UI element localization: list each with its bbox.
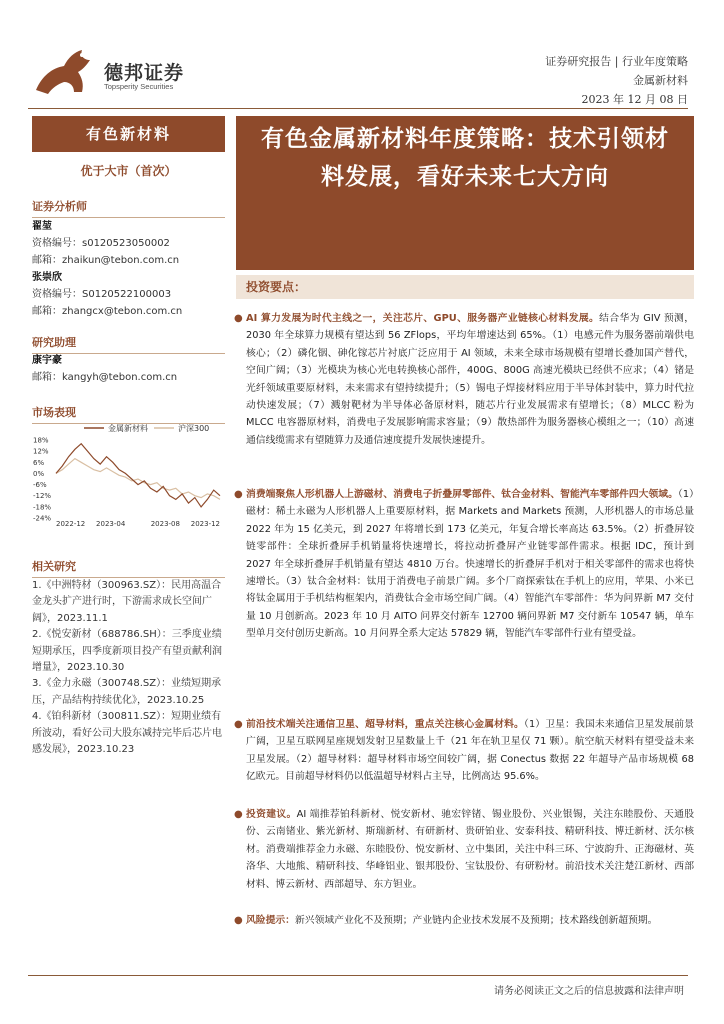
bullet-text: 新兴领域产业化不及预期；产业链内企业技术发展不及预期；技术路线创新超预期。	[294, 915, 658, 926]
brand-name-en: Topsperity Securities	[104, 82, 174, 91]
report-date: 2023 年 12 月 08 日	[581, 93, 688, 106]
footer-divider	[28, 975, 688, 976]
legend-label-hs300: 沪深300	[178, 424, 210, 433]
bullet-lead: 前沿技术端关注通信卫星、超导材料，重点关注核心金属材料。	[246, 719, 524, 730]
analyst-email[interactable]: 邮箱：zhangcx@tebon.com.cn	[32, 306, 183, 317]
y-tick-label: -24%	[33, 514, 52, 523]
bullet-lead: AI 算力发展为时代主线之一，关注芯片、GPU、服务器产业链核心材料发展。	[246, 313, 600, 324]
report-type: 证券研究报告 | 行业年度策略	[545, 55, 688, 68]
bullet-icon: ●	[234, 489, 243, 500]
assistant-name: 康宇豪	[32, 355, 62, 366]
y-tick-label: -12%	[33, 492, 52, 501]
company-logo-icon	[32, 46, 96, 98]
bullet-lead: 风险提示：	[246, 915, 295, 926]
bullet-frontier	[234, 716, 694, 786]
market-performance-chart	[32, 418, 225, 528]
related-list	[32, 578, 225, 758]
related-item[interactable]: 4.《铂科新材（300811.SZ）：短期业绩有所波动，看好公司大股东减持完毕后芯片电感发展》，2023.10.23	[32, 711, 222, 756]
header-divider	[28, 108, 688, 109]
bullet-icon: ●	[234, 719, 243, 730]
related-heading: 相关研究	[32, 558, 225, 578]
bullet-risk	[234, 912, 694, 929]
analyst-cert: 资格编号：s0120523050002	[32, 238, 170, 249]
analyst-name: 张崇欣	[32, 272, 62, 283]
bullet-lead: 消费端聚焦人形机器人上游磁材、消费电子折叠屏零部件、钛合金材料、智能汽车零部件四大领域。	[246, 489, 678, 500]
bullet-text: AI 端推荐铂科新材、悦安新材、驰宏锌锗、锡业股份、兴业银锡，关注东睦股份、天通股份、云南锗业、紫光新材、斯瑞新材、有研新材、贵研铂业、安泰科技、精研科技、博迁新材、沃尔核材。消费端推荐金力永磁、东睦股份、悦安新材、立中集团，关注中科三环、宁波韵升、正海磁材、英洛华、大地熊、精研科技、华峰铝业、银邦股份、宝钛股份、有研粉材。前沿技术关注楚江新材、西部材料、博云新材、西部超导、东方钽业。	[246, 809, 694, 890]
x-tick-label: 2023-04	[96, 520, 126, 528]
x-tick-label: 2022-12	[56, 520, 86, 528]
bullet-icon: ●	[234, 313, 243, 324]
x-tick-label: 2023-12	[190, 520, 220, 528]
y-tick-label: -18%	[33, 503, 52, 512]
bullet-icon: ●	[234, 809, 243, 820]
keypoints-label: 投资要点：	[236, 275, 694, 299]
analyst-cert: 资格编号：S0120522100003	[32, 289, 172, 300]
assistant-heading: 研究助理	[32, 334, 225, 354]
related-item[interactable]: 1.《中洲特材（300963.SZ）：民用高温合金龙头扩产进行时，下游需求成长空间广阔》，2023.11.1	[32, 580, 222, 624]
analyst-email[interactable]: 邮箱：zhaikun@tebon.com.cn	[32, 255, 180, 266]
bullet-consumer	[234, 486, 695, 643]
y-tick-label: 6%	[33, 458, 45, 467]
bullet-icon: ●	[234, 915, 243, 926]
series-line	[56, 459, 220, 500]
legend-label-metal: 金属新材料	[108, 424, 148, 433]
bullet-text: （1）卫星：我国未来通信卫星发展前景广阔，卫星互联网星座规划发射卫星数量上千（21 年在轨卫星仅 71 颗）。航空航天材料有望受益未来卫星发展。（2）超导材料：超导材料市场空间较广阔，据 Conectus 数据 22 年超导产品市场规模 68 亿欧元。目前超导材料仍以低温超导材料占主导，比例高达 95.6%。	[246, 719, 694, 783]
related-item[interactable]: 2.《悦安新材（688786.SH）：三季度业绩短期承压，四季度新项目投产有望贡献利润增量》，2023.10.30	[32, 629, 222, 674]
assistant-email[interactable]: 邮箱：kangyh@tebon.com.cn	[32, 372, 178, 383]
assistant-info	[32, 352, 225, 386]
related-item[interactable]: 3.《金力永磁（300748.SZ）：业绩短期承压，产品结构持续优化》，2023.10.25	[32, 678, 222, 706]
sector-tag: 有色新材料	[32, 116, 225, 152]
bullet-advice	[234, 806, 694, 893]
analyst-name: 翟堃	[32, 221, 52, 232]
bullet-ai	[234, 310, 694, 449]
bullet-text: （1）磁材：稀土永磁为人形机器人上重要原材料，据 Markets and Markets 预测，人形机器人的市场总量 2022 年为 15 亿美元，到 2027 年将增长到 173 亿美元，年复合增长率高达 63.5%。（2）折叠屏铰链零部件：全球折叠屏手机销量将快速增长，将拉动折叠屏产业链零部件需求。根据 IDC，预计到 2027 年全球折叠屏手机销量有望达 4810 万台。快速增长的折叠屏手机对于相关零部件的需求也将快速增长。（3）钛合金材料：钛用于消费电子前景广阔。多个厂商探索钛在手机上的应用，苹果、小米已将钛金属用于手机结构框架内，消费钛合金市场空间广阔。（4）智能汽车零部件：华为问界新 M7 交付量 10 月创新高。2023 年 10 月 AITO 问界交付新车 12700 辆问界新 M7 交付新车 10547 辆，单车型单月交付创历史新高。10 月问界全系大定达 57829 辆，智能汽车零部件行业有望受益。	[246, 489, 695, 640]
y-tick-label: 18%	[33, 436, 49, 445]
bullet-text: 结合华为 GIV 预测，2030 年全球算力规模有望达到 56 ZFlops，平均年增速达到 65%。（1）电感元件为服务器前端供电核心；（2）磷化铟、砷化镓芯片衬底广泛应用于 AI 领域，未来全球市场规模有望增长叠加国产替代，空间广阔；（3）光模块为核心光电转换核心部件，400G、800G 高速光模块已经供不应求；（4）锗是光纤领域重要原材料，未来需求有望持续提升；（5）锡电子焊接材料应用于半导体封装中，算力时代拉动快速发展；（7）溅射靶材为半导体必备原材料，随芯片行业发展需求有望增长；（8）MLCC 粉为 MLCC 电容器原材料，消费电子发展影响需求容量；（9）散热部件为服务器核心模组之一；（10）高速通信线缆需求有望随算力及通信速度提升发展快速提升。	[246, 313, 694, 446]
x-tick-label: 2023-08	[150, 520, 180, 528]
analyst-list	[32, 218, 225, 320]
brand-name: 德邦证券	[104, 62, 185, 84]
rating: 优于大市（首次）	[80, 164, 177, 178]
report-industry: 金属新材料	[633, 74, 688, 87]
report-title: 有色金属新材料年度策略：技术引领材料发展，看好未来七大方向	[236, 116, 694, 270]
footer-disclaimer: 请务必阅读正文之后的信息披露和法律声明	[494, 986, 684, 997]
y-tick-label: 12%	[33, 447, 49, 456]
y-tick-label: 0%	[33, 469, 45, 478]
series-line	[56, 444, 220, 507]
market-heading: 市场表现	[32, 404, 225, 424]
y-tick-label: -6%	[33, 481, 47, 490]
bullet-lead: 投资建议。	[246, 809, 297, 820]
analyst-heading: 证券分析师	[32, 198, 225, 218]
report-meta	[545, 52, 688, 109]
